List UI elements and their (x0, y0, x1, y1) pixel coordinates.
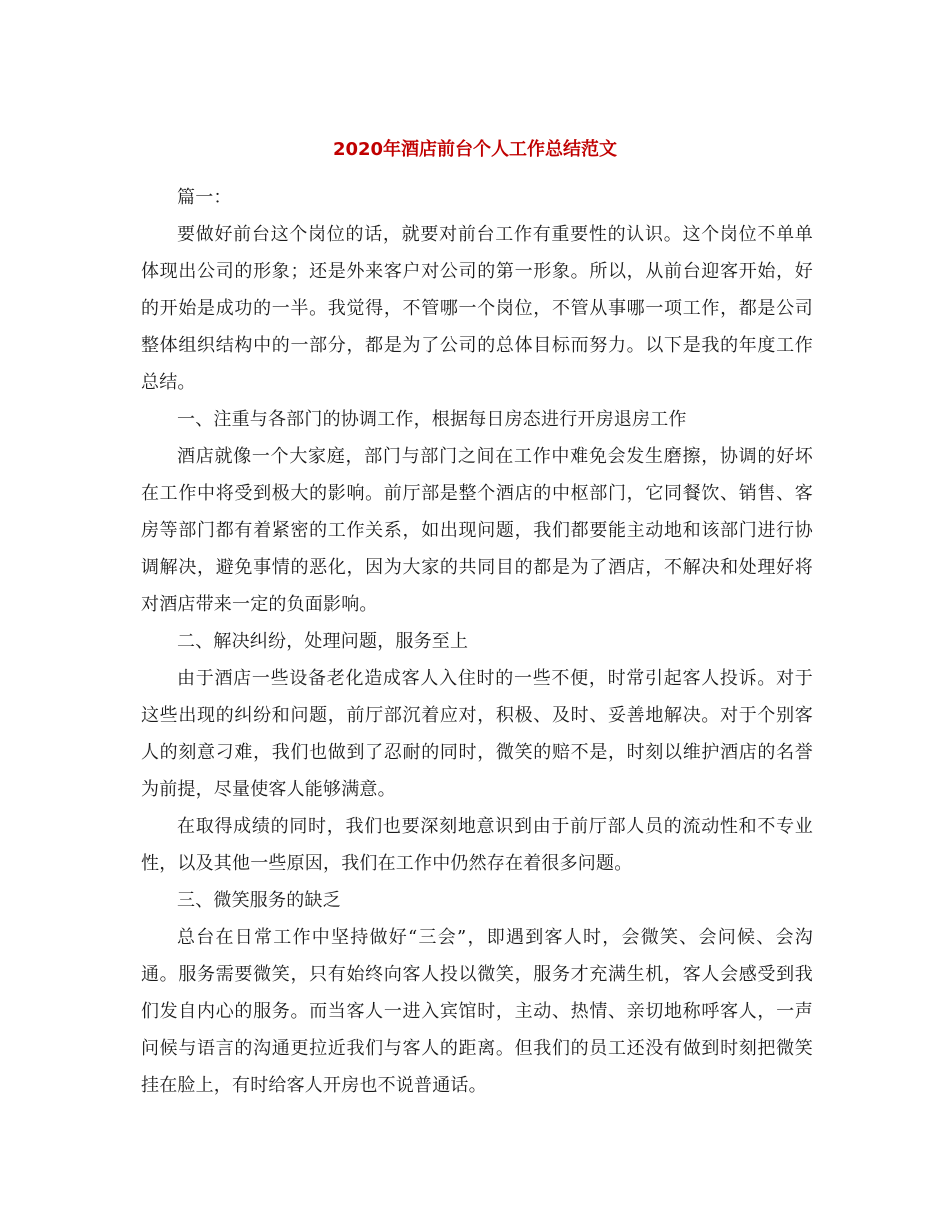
paragraph-smile-service: 总台在日常工作中坚持做好“三会”，即遇到客人时，会微笑、会问候、会沟通。服务需要微笑，只有始终向客人投以微笑，服务才充满生机，客人会感受到我们发自内心的服务。而当客人一进入宾馆时，主动、热情、亲切地称呼客人，一声问候与语言的沟通更拉近我们与客人的距离。但我们的员工还没有做到时刻把微笑挂在脸上，有时给客人开房也不说普通话。 (141, 927, 813, 1096)
paragraph-coordination: 酒店就像一个大家庭，部门与部门之间在工作中难免会发生磨擦，协调的好坏在工作中将受到极大的影响。前厅部是整个酒店的中枢部门，它同餐饮、销售、客房等部门都有着紧密的工作关系，如出现问题，我们都要能主动地和该部门进行协调解决，避免事情的恶化，因为大家的共同目的都是为了酒店，不解决和处理好将对酒店带来一定的负面影响。 (141, 446, 813, 615)
paragraph-disputes: 由于酒店一些设备老化造成客人入住时的一些不便，时常引起客人投诉。对于这些出现的纠纷和问题，前厅部沉着应对，积极、及时、妥善地解决。对于个别客人的刻意刁难，我们也做到了忍耐的同时，微笑的赔不是，时刻以维护酒店的名誉为前提，尽量使客人能够满意。 (141, 668, 813, 800)
heading-three: 三、微笑服务的缺乏 (177, 890, 341, 911)
document-body (141, 179, 813, 1104)
paragraph-problems: 在取得成绩的同时，我们也要深刻地意识到由于前厅部人员的流动性和不专业性，以及其他一些原因，我们在工作中仍然存在着很多问题。 (141, 816, 813, 874)
heading-two: 二、解决纠纷，处理问题，服务至上 (177, 631, 469, 652)
section-label: 篇一： (177, 187, 232, 208)
document-title: 2020年酒店前台个人工作总结范文 (332, 139, 618, 160)
intro-paragraph: 要做好前台这个岗位的话，就要对前台工作有重要性的认识。这个岗位不单单体现出公司的形象；还是外来客户对公司的第一形象。所以，从前台迎客开始，好的开始是成功的一半。我觉得，不管哪一个岗位，不管从事哪一项工作，都是公司整体组织结构中的一部分，都是为了公司的总体目标而努力。以下是我的年度工作总结。 (141, 224, 813, 393)
heading-one: 一、注重与各部门的协调工作，根据每日房态进行开房退房工作 (177, 409, 687, 430)
